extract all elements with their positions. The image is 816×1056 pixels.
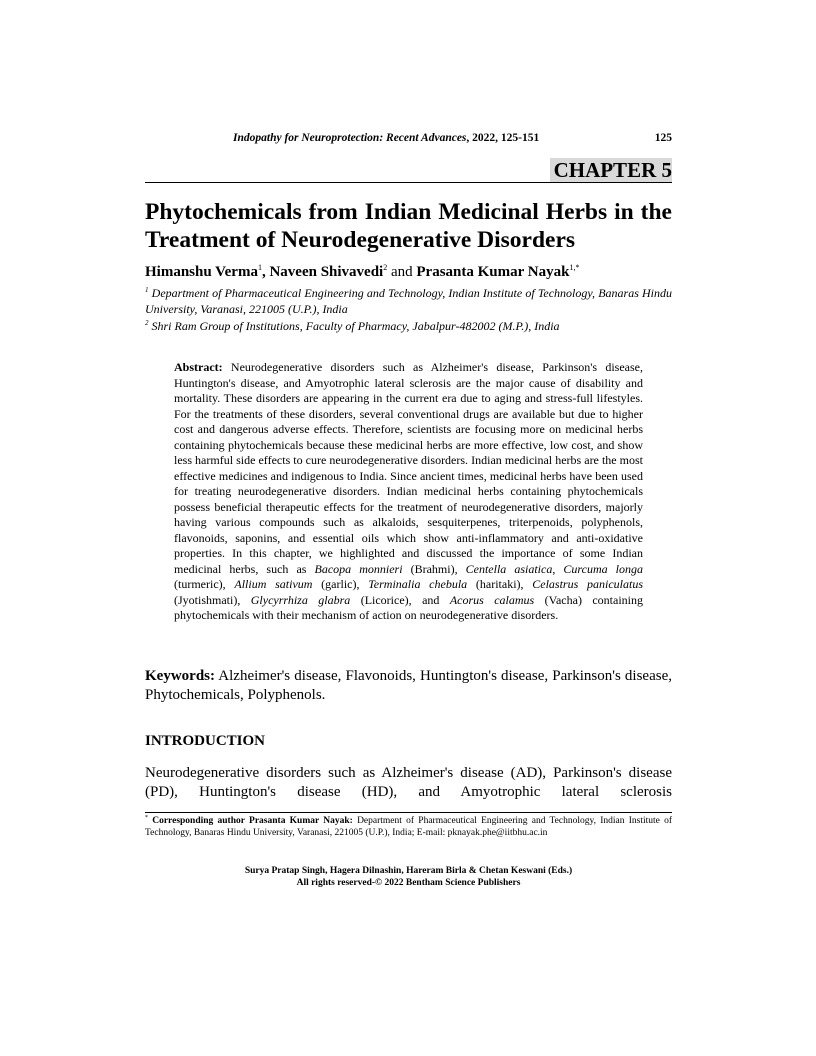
journal-details: , 2022, 125-151 bbox=[466, 132, 540, 144]
affiliation-text: Shri Ram Group of Institutions, Faculty of Pharmacy, Jabalpur-482002 (M.P.), India bbox=[151, 319, 560, 333]
page-footer bbox=[145, 866, 672, 889]
herb-latin-name: Acorus calamus bbox=[449, 592, 535, 607]
editors-line: Surya Pratap Singh, Hagera Dilnashin, Hareram Birla & Chetan Keswani (Eds.) bbox=[244, 866, 573, 876]
herb-latin-name: Curcuma longa bbox=[563, 561, 643, 576]
herb-latin-name: Glycyrrhiza glabra bbox=[250, 592, 351, 607]
footnote bbox=[145, 816, 672, 839]
herb-latin-name: Bacopa monnieri bbox=[314, 561, 403, 576]
footnote-rule bbox=[145, 812, 672, 813]
abstract-text: Neurodegenerative disorders such as Alzheimer's disease, Parkinson's disease, Huntington's disease, and Amyotrophic lateral sclerosis are the major cause of disability and mortality. These disorders are appearing in the current era due to aging and stress-full lifestyles. For the treatments of these disorders, several conventional drugs are available but due to higher cost and dangerous adverse effects. Therefore, scientists are focusing more on medicinal herbs containing phytochemicals because these medicinal herbs are more effective, low cost, and show less harmful side effects to cure neurodegenerative disorders. Indian medicinal herbs are the most effective medicines and indigenous to India. Since ancient times, medicinal herbs have been used for treating neurodegenerative disorders. Indian medicinal herbs containing phytochemicals possess beneficial therapeutic effects for the treatment of neurodegenerative disorders, majorly having various compounds such as alkaloids, sesquiterpenes, triterpenoids, polyphenols, flavonoids, saponins, and essential oils which show anti-inflammatory and anti-oxidative properties. In this chapter, we highlighted and discussed the importance of some Indian medicinal herbs, such as bbox=[174, 360, 643, 576]
chapter-label: CHAPTER 5 bbox=[550, 158, 672, 182]
abstract bbox=[174, 360, 643, 624]
author-name: Himanshu Verma bbox=[145, 264, 258, 280]
herb-latin-name: Allium sativum bbox=[234, 577, 313, 591]
page-number: 125 bbox=[654, 132, 672, 144]
herb-common-name: (garlic), bbox=[312, 577, 369, 591]
abstract-label: Abstract: bbox=[174, 360, 223, 374]
herb-common-name: , bbox=[552, 561, 564, 576]
author-name: Naveen Shivavedi bbox=[269, 264, 384, 280]
herb-latin-name: Centella asiatica bbox=[465, 561, 553, 576]
herb-common-name: (Licorice), and bbox=[350, 592, 450, 607]
body-paragraph: Neurodegenerative disorders such as Alzheimer's disease (AD), Parkinson's disease (PD), Huntington's disease (HD), and Amyotrophic lateral sclerosis bbox=[145, 765, 672, 800]
keywords-label: Keywords: bbox=[145, 668, 215, 684]
affiliation bbox=[145, 318, 672, 334]
author-name: Prasanta Kumar Nayak bbox=[416, 264, 570, 280]
herb-latin-name: Terminalia chebula bbox=[368, 577, 468, 591]
section-heading: INTRODUCTION bbox=[145, 733, 266, 749]
author-affiliation-mark: 1 bbox=[257, 263, 262, 272]
herb-common-name: (Vacha) containing phytochemicals with their mechanism of action on neurodegenerative disorders. bbox=[174, 592, 644, 622]
affiliation bbox=[145, 285, 672, 317]
footnote-text: Department of Pharmaceutical Engineering and Technology, Indian Institute of Technology, Banaras Hindu University, Varanasi, 221005 (U.P.), India; E-mail: pknayak.phe@iitbhu.ac.in bbox=[145, 816, 672, 838]
author-list bbox=[145, 263, 672, 281]
author-affiliation-mark: 2 bbox=[383, 263, 388, 272]
author-separator: and bbox=[387, 264, 417, 280]
herb-common-name: (Jyotishmati), bbox=[174, 592, 251, 607]
journal-citation bbox=[233, 132, 539, 144]
herb-common-name: (turmeric), bbox=[174, 577, 235, 591]
author-affiliation-mark: 1,* bbox=[569, 263, 580, 272]
herb-latin-name: Celastrus paniculatus bbox=[532, 577, 643, 591]
keywords-text: Alzheimer's disease, Flavonoids, Huntington's disease, Parkinson's disease, Phytochemicals, Polyphenols. bbox=[145, 668, 672, 703]
affiliation-mark: 1 bbox=[145, 286, 149, 294]
paper-title: Phytochemicals from Indian Medicinal Herbs in the Treatment of Neurodegenerative Disorders bbox=[145, 199, 672, 253]
header-rule bbox=[145, 182, 672, 183]
rights-line: All rights reserved-© 2022 Bentham Science Publishers bbox=[296, 877, 521, 888]
footnote-mark: * bbox=[145, 814, 148, 821]
herb-common-name: (haritaki), bbox=[467, 577, 533, 591]
keywords bbox=[145, 667, 672, 704]
footnote-label: Corresponding author Prasanta Kumar Nayak: bbox=[148, 816, 353, 826]
journal-title: Indopathy for Neuroprotection: Recent Advances bbox=[233, 132, 467, 144]
author-separator: , bbox=[261, 264, 270, 280]
herb-common-name: (Brahmi), bbox=[402, 561, 466, 576]
affiliation-mark: 2 bbox=[145, 319, 149, 327]
affiliation-text: Department of Pharmaceutical Engineering and Technology, Indian Institute of Technology, Banaras Hindu University, Varanasi, 221005 (U.P.), India bbox=[145, 286, 673, 316]
